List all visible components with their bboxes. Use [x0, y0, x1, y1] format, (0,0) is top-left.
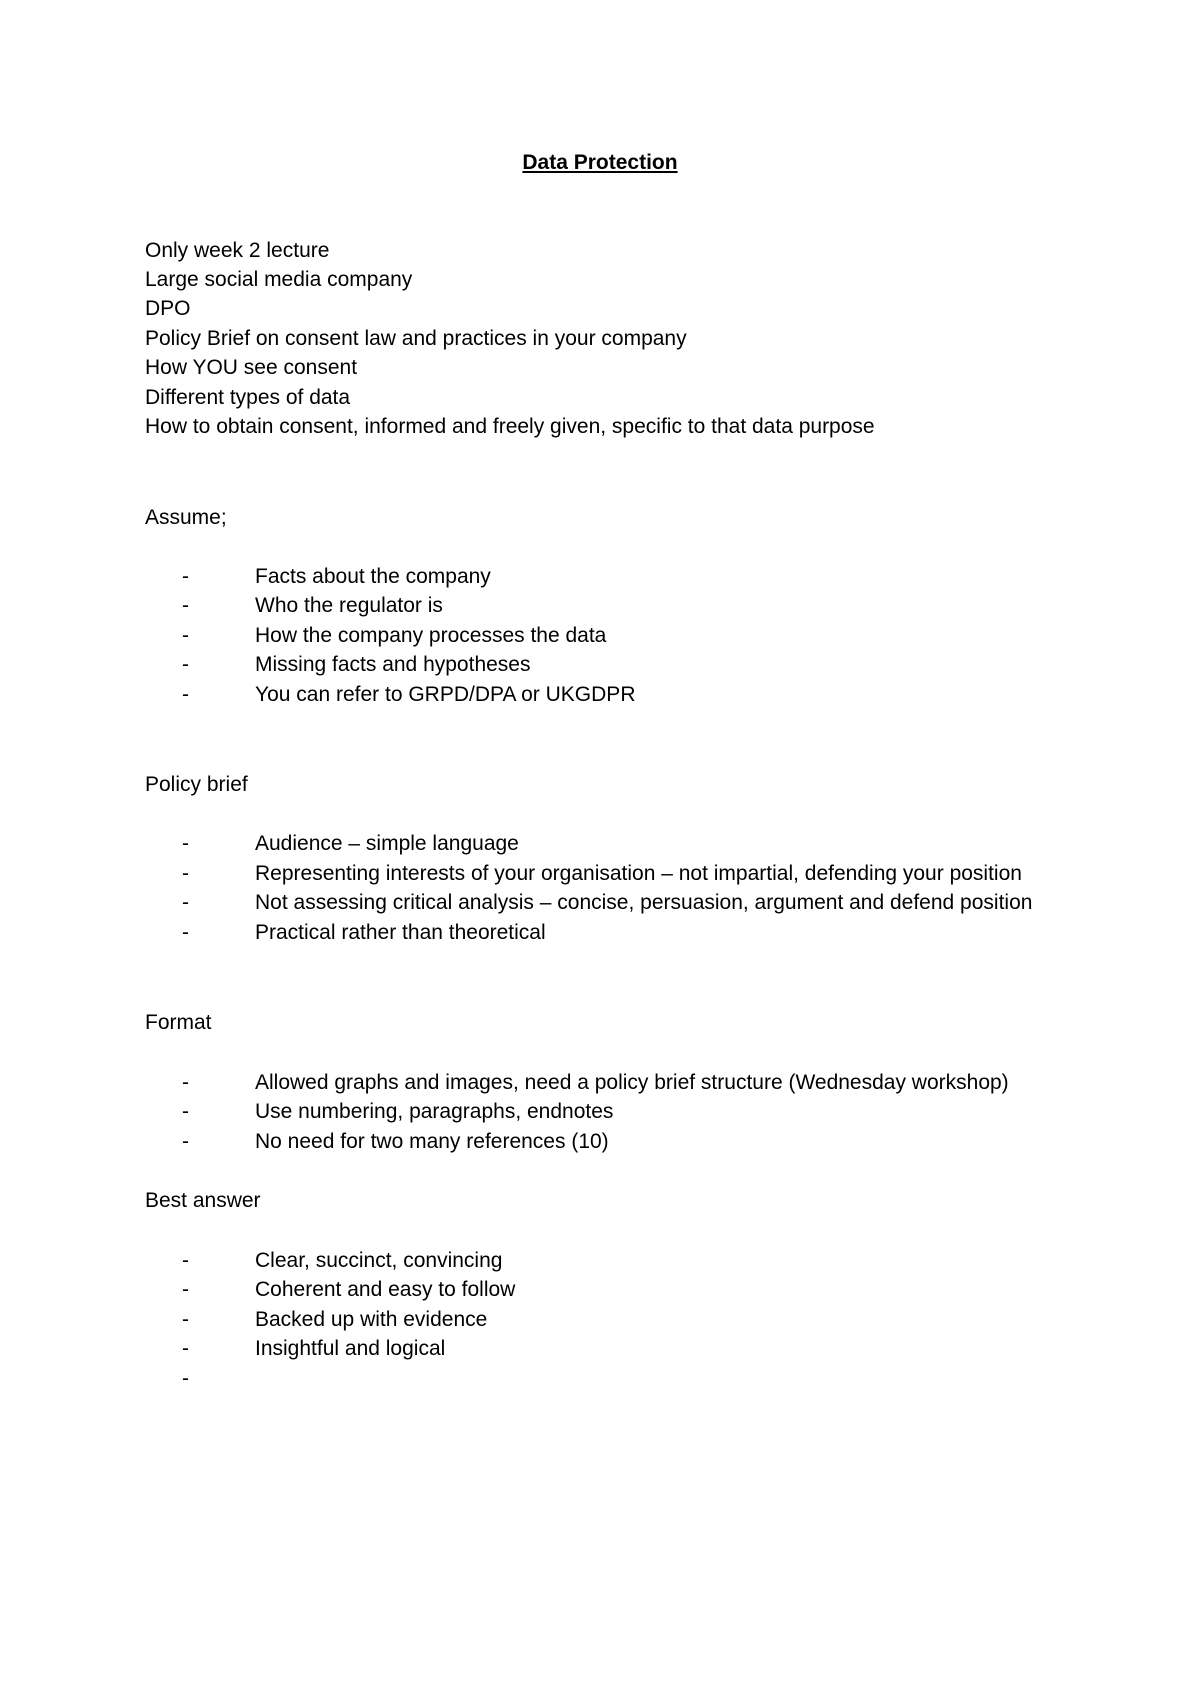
bullet-marker: - [182, 594, 189, 617]
list-item-text: Who the regulator is [255, 594, 443, 617]
bullet-marker: - [182, 565, 189, 588]
list-item-text: Audience – simple language [255, 832, 519, 855]
list-item [182, 1364, 189, 1394]
document-title: Data Protection [522, 151, 678, 174]
list-item-text: You can refer to GRPD/DPA or UKGDPR [255, 683, 636, 706]
intro-line: DPO [145, 297, 191, 320]
bullet-marker: - [182, 683, 189, 706]
bullet-marker: - [182, 1278, 189, 1301]
intro-line: Policy Brief on consent law and practices in your company [145, 327, 687, 350]
list-item [182, 1127, 609, 1157]
bullet-marker: - [182, 1337, 189, 1360]
list-item-text: Not assessing critical analysis – concise, persuasion, argument and defend position [255, 891, 1033, 914]
list-item [182, 680, 636, 710]
bullet-marker: - [182, 1308, 189, 1331]
section-heading-policy-brief: Policy brief [145, 773, 248, 796]
list-item-text: Coherent and easy to follow [255, 1278, 516, 1301]
list-item-text: Facts about the company [255, 565, 491, 588]
list-item [182, 829, 519, 859]
bullet-marker: - [182, 921, 189, 944]
list-item-text: Clear, succinct, convincing [255, 1249, 503, 1272]
bullet-marker: - [182, 1071, 189, 1094]
list-item [182, 888, 1033, 918]
list-item-text: No need for two many references (10) [255, 1130, 609, 1153]
section-heading-best-answer: Best answer [145, 1189, 261, 1212]
bullet-marker: - [182, 1100, 189, 1123]
intro-line: Only week 2 lecture [145, 239, 330, 262]
list-item-text: Allowed graphs and images, need a policy brief structure (Wednesday workshop) [255, 1071, 1009, 1094]
list-item-text: Representing interests of your organisation – not impartial, defending your position [255, 862, 1022, 885]
section-heading-format: Format [145, 1011, 212, 1034]
list-item-text: Backed up with evidence [255, 1308, 488, 1331]
bullet-marker: - [182, 1249, 189, 1272]
bullet-marker: - [182, 624, 189, 647]
list-item [182, 1334, 446, 1364]
list-item-text: Insightful and logical [255, 1337, 446, 1360]
list-item-text: Practical rather than theoretical [255, 921, 546, 944]
list-item [182, 650, 531, 680]
bullet-marker: - [182, 1367, 189, 1390]
list-item-text: How the company processes the data [255, 624, 607, 647]
list-item [182, 1097, 614, 1127]
bullet-marker: - [182, 1130, 189, 1153]
list-item [182, 591, 443, 621]
intro-line: How YOU see consent [145, 356, 358, 379]
list-item [182, 1246, 503, 1276]
bullet-marker: - [182, 891, 189, 914]
list-item [182, 918, 546, 948]
list-item-text: Missing facts and hypotheses [255, 653, 531, 676]
list-item [182, 562, 491, 592]
list-item [182, 621, 607, 651]
list-item [182, 859, 1022, 889]
intro-line: Different types of data [145, 386, 351, 409]
list-item-text: Use numbering, paragraphs, endnotes [255, 1100, 614, 1123]
intro-line: Large social media company [145, 268, 413, 291]
list-item [182, 1275, 516, 1305]
list-item [182, 1068, 1009, 1098]
list-item [182, 1305, 488, 1335]
bullet-marker: - [182, 653, 189, 676]
section-heading-assume: Assume; [145, 506, 227, 529]
bullet-marker: - [182, 832, 189, 855]
bullet-marker: - [182, 862, 189, 885]
intro-line: How to obtain consent, informed and freely given, specific to that data purpose [145, 415, 875, 438]
